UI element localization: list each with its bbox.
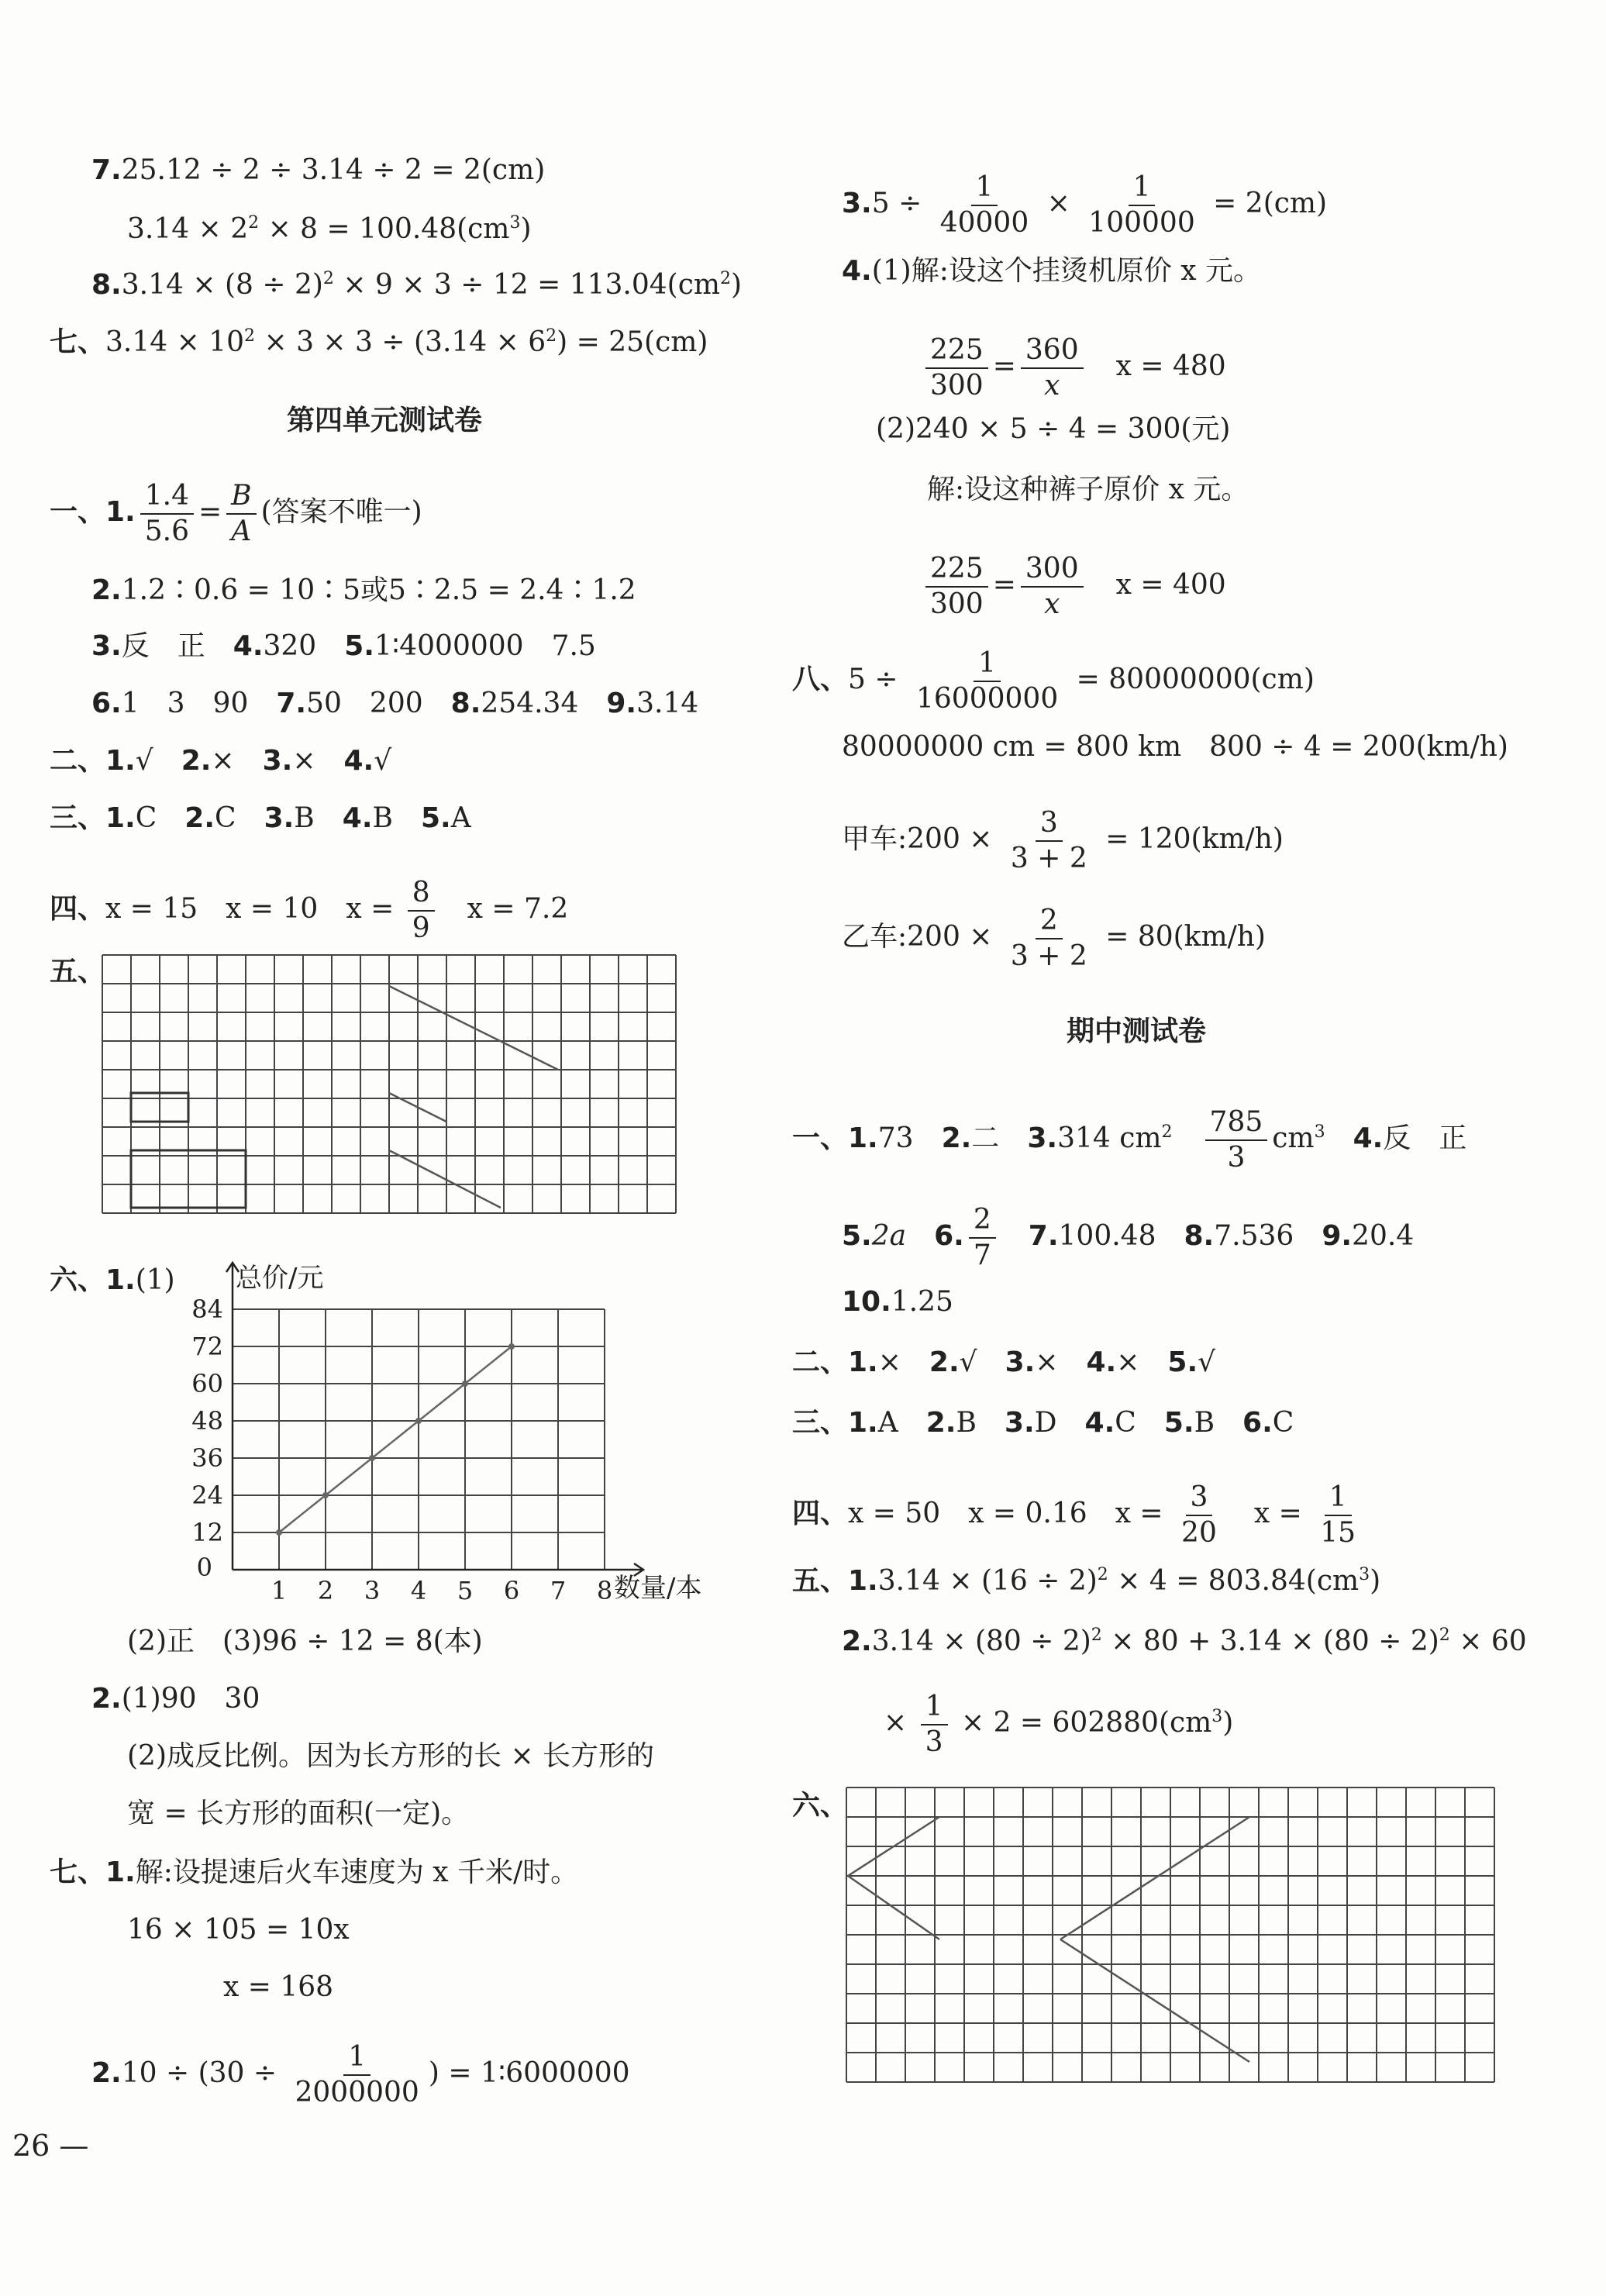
answer-line: 5.2a 6. $\frac{2}{7}$ 7.100.48 8.7.536 9.20.4 — [842, 1204, 1415, 1271]
answer-line: 3.反 正 4.320 5.1∶4000000 7.5 — [91, 630, 596, 662]
chart-y-tick: 72 — [191, 1332, 223, 1361]
answer-line: x = 168 — [223, 1971, 334, 2003]
answer-line: 七、1.解:设提速后火车速度为 x 千米/时。 — [50, 1856, 579, 1888]
answer-line: (2)240 × 5 ÷ 4 = 300(元) — [876, 413, 1231, 445]
drawing-grid — [846, 1788, 1494, 2098]
grid-line-segment — [389, 1150, 501, 1208]
answer-line: (2)成反比例。因为长方形的长 × 长方形的 — [127, 1740, 655, 1772]
answer-line: 一、1.73 2.二 3.314 $cm^2$ $\frac{785}{3}$ $cm^3$ 4.反 正 — [792, 1106, 1467, 1174]
answer-line: × $\frac{1}{3}$ × $2 = 602880(cm^3)$ — [884, 1691, 1234, 1758]
answer-line: 6.1 3 90 7.50 200 8.254.34 9.3.14 — [91, 688, 699, 719]
price-quantity-chart — [171, 1256, 729, 1605]
answer-line: 10.1.25 — [842, 1286, 953, 1318]
chart-x-tick: 1 — [271, 1576, 288, 1605]
answer-line: $2.3.14 \times (80 \div 2)^2 \times 80 + 3.14 \times (80 \div 2)^2 \times 60$ — [842, 1625, 1527, 1657]
answer-line: $8.3.14 \times (8 \div 2)^2 \times 9 \times 3 \div 12 = 113.04(cm^2)$ — [91, 269, 743, 301]
answer-line: 二、1.× 2.√ 3.× 4.× 5.√ — [792, 1346, 1216, 1378]
answer-line: $3.14 \times 2^2 \times 8 = 100.48(cm^3)$ — [127, 213, 532, 245]
drawing-grid — [102, 955, 701, 1214]
chart-series-line — [279, 1346, 512, 1532]
chart-y-tick: 84 — [191, 1295, 223, 1324]
chart-point — [415, 1418, 422, 1424]
chart-x-tick: 5 — [457, 1576, 474, 1605]
answer-line: 二、1.√ 2.× 3.× 4.√ — [50, 745, 392, 777]
chart-y-axis-label: 总价/元 — [236, 1263, 324, 1294]
answer-line: 宽 = 长方形的面积(一定)。 — [127, 1798, 470, 1829]
grid-line-segment — [1060, 1939, 1249, 2062]
answer-line: 五、 — [50, 956, 106, 988]
answer-line: 2.1.2∶0.6 = 10∶5或5∶2.5 = 2.4∶1.2 — [91, 574, 636, 606]
answer-line: 六、1.(1) — [50, 1264, 175, 1296]
answer-line: 2.(1)90 30 — [91, 1683, 260, 1715]
chart-point — [322, 1492, 329, 1498]
answer-line: 乙车:200 × $\frac{2}{3 + 2}$ = 80(km/h) — [842, 905, 1266, 972]
chart-y-tick: 60 — [191, 1369, 223, 1398]
chart-point — [369, 1455, 375, 1461]
answer-line: 七、$3.14 \times 10^2 \times 3 \times 3 \div (3.14 \times 6^2) = 25(cm)$ — [50, 326, 708, 358]
chart-x-tick: 7 — [550, 1576, 567, 1605]
answer-line: 一、1. $\frac{1.4}{5.6}$ = $\frac{B}{A}$ (答案不唯一) — [50, 480, 422, 547]
chart-point — [276, 1529, 282, 1536]
answer-line: 3.5 ÷ $\frac{1}{40000}$ × $\frac{1}{100000}$ = 2(cm) — [842, 171, 1328, 239]
answer-line: 解:设这种裤子原价 x 元。 — [927, 474, 1249, 505]
answer-line: 三、1.C 2.C 3.B 4.B 5.A — [50, 802, 471, 834]
page-number: 26 — — [12, 2129, 89, 2163]
chart-y-tick: 12 — [191, 1518, 223, 1547]
chart-x-tick: 6 — [503, 1576, 520, 1605]
section-title: 期中测试卷 — [1067, 1015, 1207, 1047]
chart-x-tick: 3 — [364, 1576, 381, 1605]
chart-x-axis-label: 数量/本 — [614, 1573, 702, 1604]
answer-line: 7.25.12 ÷ 2 ÷ 3.14 ÷ 2 = 2(cm) — [91, 154, 546, 186]
chart-y-tick: 24 — [191, 1481, 223, 1510]
grid-line-segment — [1060, 1817, 1249, 1939]
answer-line: 四、x = 15 x = 10 x = $\frac{8}{9}$ x = 7.2 — [50, 877, 569, 944]
answer-line: 4.(1)解:设这个挂烫机原价 x 元。 — [842, 255, 1262, 287]
chart-y-tick: 36 — [191, 1443, 223, 1473]
answer-line: 三、1.A 2.B 3.D 4.C 5.B 6.C — [792, 1407, 1294, 1439]
answer-line: 甲车:200 × $\frac{3}{3 + 2}$ = 120(km/h) — [842, 807, 1284, 874]
answer-line: 六、 — [792, 1790, 849, 1822]
answer-line: 80000000 cm = 800 km 800 ÷ 4 = 200(km/h) — [842, 731, 1508, 763]
answer-line: 五、$1.3.14 \times (16 \div 2)^2 \times 4 = 803.84(cm^3)$ — [792, 1565, 1381, 1597]
answer-line: (2)正 (3)96 ÷ 12 = 8(本) — [127, 1625, 483, 1657]
answer-line: 八、5 ÷ $\frac{1}{16000000}$ = 80000000(cm) — [792, 647, 1315, 715]
chart-point — [508, 1343, 515, 1350]
chart-y-tick: 48 — [191, 1406, 223, 1436]
answer-line: $\frac{225}{300}$ = $\frac{300}{x}$ x = 400 — [921, 552, 1226, 622]
chart-x-tick: 2 — [317, 1576, 334, 1605]
chart-point — [462, 1381, 468, 1387]
answer-line: 四、x = 50 x = 0.16 x = $\frac{3}{20}$ x = $\frac{1}{15}$ — [792, 1481, 1356, 1549]
answer-line: $\frac{225}{300}$ = $\frac{360}{x}$ x = 480 — [921, 333, 1226, 403]
answer-line: 2.10 ÷ (30 ÷ $\frac{1}{2000000}$ ) = 1∶6000000 — [91, 2041, 630, 2108]
section-title: 第四单元测试卷 — [287, 405, 483, 436]
grid-line-segment — [848, 1876, 939, 1939]
chart-x-tick: 8 — [596, 1576, 613, 1605]
chart-x-tick: 4 — [410, 1576, 427, 1605]
chart-origin-label: 0 — [196, 1553, 212, 1582]
answer-line: 16 × 105 = 10x — [127, 1914, 350, 1946]
